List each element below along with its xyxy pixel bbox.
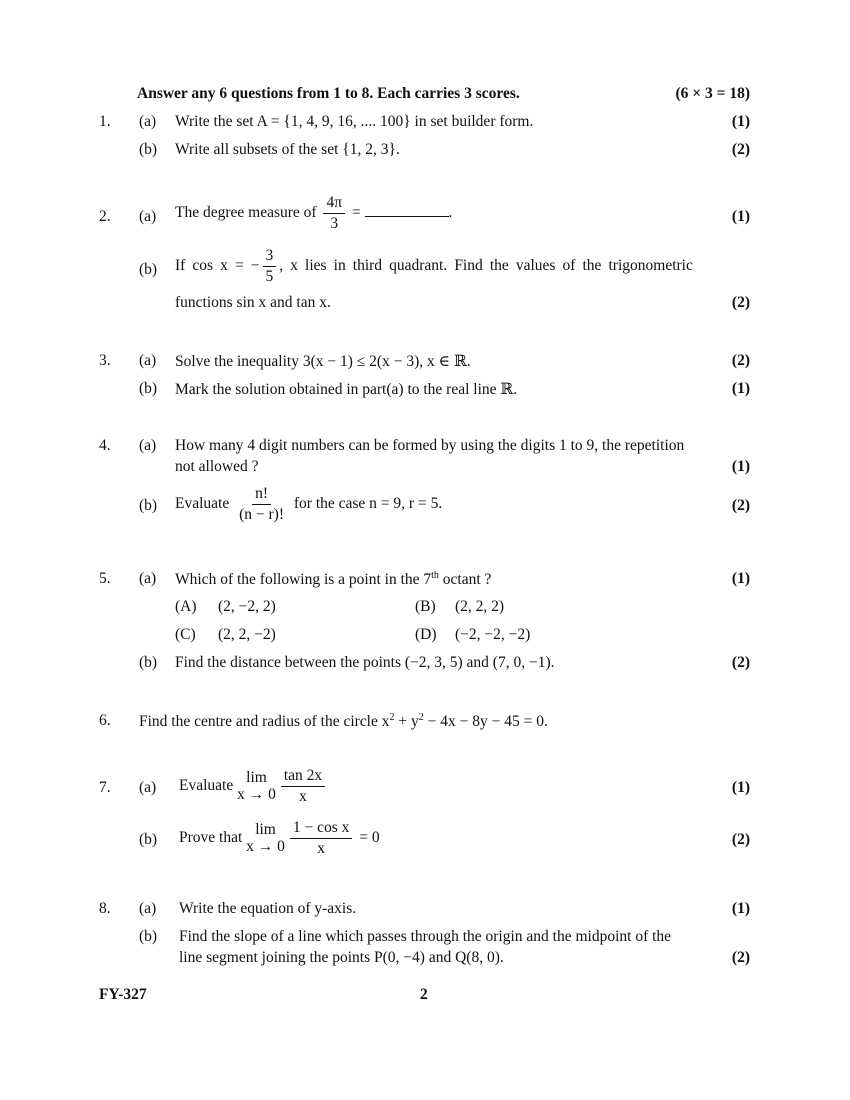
option-c-label: (C) — [175, 626, 196, 643]
question-number-8: 8. — [99, 900, 111, 917]
question-number-2: 2. — [99, 208, 111, 225]
q3-a-label: (a) — [139, 352, 157, 369]
q7-b-limit — [246, 821, 285, 857]
q1-b-label: (b) — [139, 141, 158, 158]
q5-a-label: (a) — [139, 570, 157, 587]
q7-b-lim-sub: x → 0 — [246, 838, 285, 856]
q7-a-denominator: x — [299, 787, 307, 805]
option-c-value: (2, 2, −2) — [218, 626, 276, 643]
q2-a-marks: (1) — [731, 208, 750, 225]
q4-b-pre: Evaluate — [175, 494, 230, 512]
q8-a-label: (a) — [139, 900, 157, 917]
q4-b-label: (b) — [139, 497, 158, 514]
question-number-1: 1. — [99, 113, 111, 130]
q2-b-fraction — [263, 247, 277, 286]
q7-a-pre: Evaluate — [179, 776, 234, 794]
q4-a-marks: (1) — [731, 458, 750, 475]
total-marks: (6 × 3 = 18) — [675, 85, 750, 102]
q2-a-equals: = — [351, 203, 361, 221]
q7-b-lim-word: lim — [255, 820, 276, 838]
option-a-label: (A) — [175, 598, 197, 615]
q7-a-content — [179, 767, 328, 806]
option-d-label: (D) — [415, 626, 437, 643]
q6-text-pre: Find the centre and radius of the circle x — [139, 713, 390, 731]
q5-b-label: (b) — [139, 654, 158, 671]
q2-b-post: , x lies in third quadrant. Find the values of the trigonometric — [279, 256, 693, 274]
q7-b-post: = 0 — [359, 828, 380, 846]
q8-a-text: Write the equation of y-axis. — [179, 900, 357, 917]
q5-a-sup: th — [431, 570, 439, 581]
q2-a-numerator: 4π — [323, 194, 345, 214]
q4-a-label: (a) — [139, 437, 157, 454]
q2-b-line2: functions sin x and tan x. — [175, 294, 331, 311]
q4-b-denominator: (n − r)! — [239, 505, 284, 523]
q8-b-line1: Find the slope of a line which passes through the origin and the midpoint of the — [179, 928, 672, 945]
q7-a-lim-word: lim — [246, 768, 267, 786]
page-number: 2 — [420, 986, 428, 1003]
q7-a-marks: (1) — [731, 779, 750, 796]
q7-b-marks: (2) — [731, 831, 750, 848]
q7-b-denominator: x — [317, 839, 326, 857]
q6-sup1: 2 — [389, 712, 395, 723]
paper-code: FY-327 — [99, 986, 147, 1003]
q4-b-numerator: n! — [252, 485, 271, 505]
q6-text-post: − 4x − 8y − 45 = 0. — [423, 713, 548, 731]
q2-a-label: (a) — [139, 208, 157, 225]
q7-a-numerator: tan 2x — [281, 767, 325, 787]
q5-b-text: Find the distance between the points (−2, 3, 5) and (7, 0, −1). — [175, 654, 555, 671]
q2-a-denominator: 3 — [330, 214, 339, 232]
q1-a-text: Write the set A = {1, 4, 9, 16, .... 100} in set builder form. — [175, 113, 534, 130]
q7-b-fraction — [290, 819, 353, 858]
q2-a-content — [175, 194, 452, 233]
q3-b-marks: (1) — [731, 380, 750, 397]
q5-a-marks: (1) — [731, 570, 750, 587]
q4-b-marks: (2) — [731, 497, 750, 514]
question-number-3: 3. — [99, 352, 111, 369]
q4-a-line1: How many 4 digit numbers can be formed by using the digits 1 to 9, the repetition — [175, 437, 685, 454]
question-number-7: 7. — [99, 779, 111, 796]
q6-sup2: 2 — [418, 712, 424, 723]
q8-a-marks: (1) — [731, 900, 750, 917]
q1-b-text: Write all subsets of the set {1, 2, 3}. — [175, 141, 400, 158]
q4-a-line2: not allowed ? — [175, 458, 259, 475]
q2-a-fraction — [323, 194, 345, 233]
q7-a-fraction — [281, 767, 325, 806]
option-a-value: (2, −2, 2) — [218, 598, 276, 615]
q4-b-content — [175, 485, 442, 524]
q5-a-post: octant ? — [438, 571, 492, 589]
q2-a-pre: The degree measure of — [175, 203, 317, 221]
q2-b-pre: If cos x = − — [175, 256, 260, 274]
q5-a-pre: Which of the following is a point in the 7 — [175, 571, 432, 589]
q7-b-content — [179, 819, 380, 858]
q2-b-label: (b) — [139, 261, 158, 278]
option-b-label: (B) — [415, 598, 436, 615]
q8-b-marks: (2) — [731, 949, 750, 966]
q2-b-numerator: 3 — [263, 247, 277, 267]
q7-a-limit — [237, 769, 276, 805]
option-d-value: (−2, −2, −2) — [455, 626, 531, 643]
q3-a-marks: (2) — [731, 352, 750, 369]
q6-text-mid: + y — [394, 713, 419, 731]
question-number-6: 6. — [99, 712, 111, 729]
q2-b-denominator: 5 — [265, 267, 274, 285]
q5-b-marks: (2) — [731, 654, 750, 671]
q3-b-text: Mark the solution obtained in part(a) to the real line ℝ. — [175, 381, 518, 398]
option-b-value: (2, 2, 2) — [455, 598, 505, 615]
q2-b-line1 — [175, 247, 725, 286]
q1-a-label: (a) — [139, 113, 157, 130]
q5-a-text — [175, 570, 491, 589]
q1-b-marks: (2) — [731, 141, 750, 158]
question-number-5: 5. — [99, 570, 111, 587]
q7-b-pre: Prove that — [179, 828, 243, 846]
q3-b-label: (b) — [139, 380, 158, 397]
q4-b-post: for the case n = 9, r = 5. — [293, 494, 443, 512]
q3-a-text: Solve the inequality 3(x − 1) ≤ 2(x − 3), x ∈ ℝ. — [175, 353, 471, 370]
q7-a-lim-sub: x → 0 — [237, 786, 276, 804]
instruction-text: Answer any 6 questions from 1 to 8. Each carries 3 scores. — [137, 85, 520, 102]
q8-b-label: (b) — [139, 928, 158, 945]
q1-a-marks: (1) — [731, 113, 750, 130]
q8-b-line2: line segment joining the points P(0, −4) and Q(8, 0). — [179, 949, 504, 966]
q7-b-numerator: 1 − cos x — [290, 819, 353, 839]
q7-a-label: (a) — [139, 779, 157, 796]
q7-b-label: (b) — [139, 831, 158, 848]
q2-a-blank — [365, 202, 449, 217]
question-number-4: 4. — [99, 437, 111, 454]
q4-b-fraction — [236, 485, 287, 524]
q6-text — [139, 712, 548, 731]
q2-b-marks: (2) — [731, 294, 750, 311]
q2-a-post: . — [448, 203, 453, 221]
